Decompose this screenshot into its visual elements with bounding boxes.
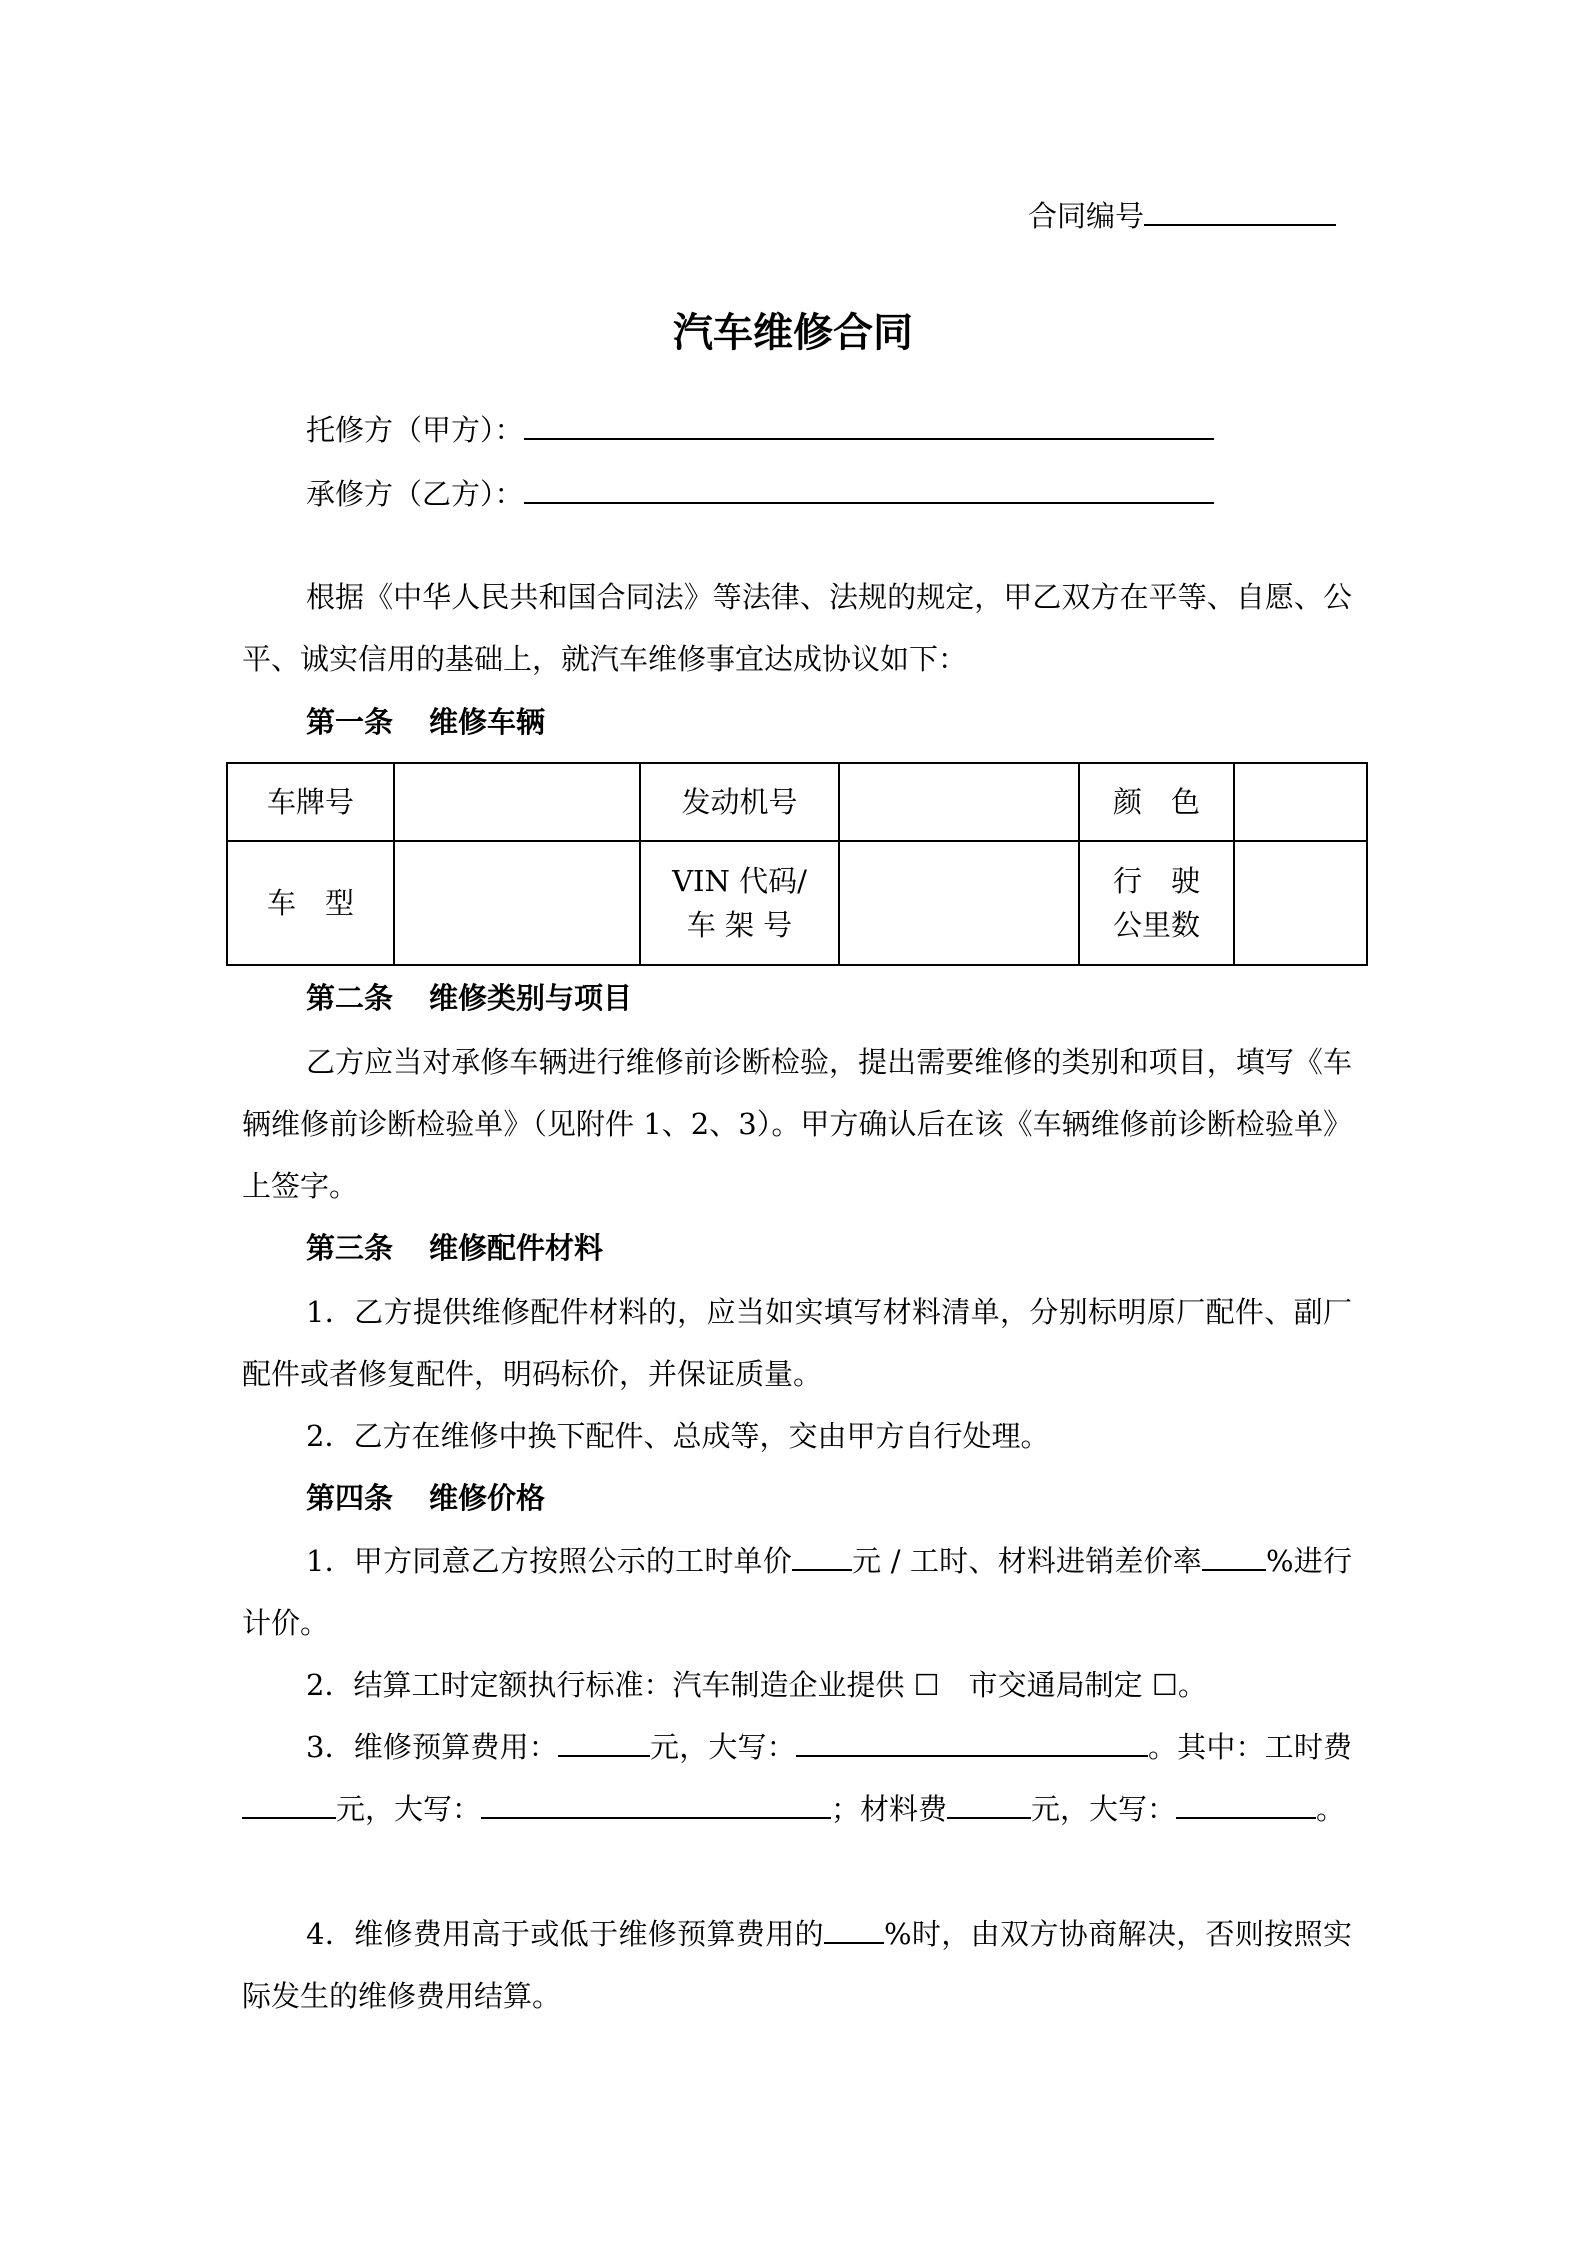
plate-label: 车牌号 [227,763,394,841]
vin-label-line2: 车 架 号 [686,908,793,942]
intro-text: 根据《中华人民共和国合同法》等法律、法规的规定，甲乙双方在平等、自愿、公平、诚实信用的基础上，就汽车维修事宜达成协议如下： [242,580,1352,676]
party-b-label: 承修方（乙方）： [306,477,524,511]
item4-text-a: 4．维修费用高于或低于维修预算费用的 [306,1917,824,1951]
model-value-cell[interactable] [394,841,640,965]
article3-item2: 2．乙方在维修中换下配件、总成等，交由甲方自行处理。 [306,1419,1050,1453]
party-a-blank[interactable] [524,408,1214,440]
item1-text-a: 1．甲方同意乙方按照公示的工时单价 [306,1544,792,1578]
article4-item2: 2．结算工时定额执行标准：汽车制造企业提供 ☐ 市交通局制定 ☐。 [306,1668,1207,1702]
contract-number-blank[interactable] [1144,194,1336,226]
budget-amount-blank[interactable] [558,1725,650,1757]
intro-paragraph [242,566,1352,690]
table-row [227,841,1367,965]
party-a-line [306,408,1214,450]
party-a-label: 托修方（甲方）： [306,413,524,447]
article3-item2-paragraph [242,1405,1352,1467]
labor-price-blank[interactable] [792,1539,852,1571]
article4-item3-paragraph [242,1716,1352,1840]
item3-text-f: ；材料费 [831,1792,948,1826]
item1-text-b: 元 / 工时、材料进销差价率 [851,1544,1203,1578]
contract-number-label: 合同编号 [1028,199,1145,233]
article4-item2-paragraph [242,1654,1352,1716]
article4-item4 [242,1903,1352,2027]
mileage-label-line2: 公里数 [1112,908,1200,942]
labor-fee-blank[interactable] [242,1787,336,1819]
article2-number: 第二条 [306,981,394,1015]
item4-text-b: %时，由双方协商解决，否则按照实际发生的维修费用结算。 [242,1917,1353,2013]
party-b-blank[interactable] [524,472,1214,504]
article2-heading [306,978,632,1018]
labor-fee-capital-blank[interactable] [481,1787,831,1819]
party-b-line [306,472,1214,514]
document-title: 汽车维修合同 [673,309,913,356]
deviation-rate-blank[interactable] [824,1912,884,1944]
item3-text-e: 元，大写： [336,1792,482,1826]
article1-heading [306,702,545,742]
item3-text-a: 3．维修预算费用： [306,1730,558,1764]
item1-text-c: % [1266,1544,1294,1578]
mileage-label-line1: 行 驶 [1112,864,1200,898]
vin-label-line1: VIN 代码/ [672,864,807,898]
article2-title: 维修类别与项目 [429,981,633,1015]
model-label: 车 型 [227,841,394,965]
item3-text-b: 元，大写： [649,1730,796,1764]
material-fee-capital-blank[interactable] [1176,1787,1316,1819]
item3-text-c: 。其中：工 [1147,1730,1294,1764]
item1-text-d: 进行计价。 [242,1544,1352,1640]
article3-heading [306,1228,603,1268]
budget-capital-blank[interactable] [796,1725,1148,1757]
article4-heading [306,1478,545,1518]
article4-item1-paragraph [242,1530,1352,1654]
plate-value-cell[interactable] [394,763,640,841]
item3-text-g: 元，大写： [1031,1792,1177,1826]
vin-label [640,841,839,965]
article4-item3 [242,1716,1352,1840]
article1-number: 第一条 [306,705,394,739]
article3-item1: 1．乙方提供维修配件材料的，应当如实填写材料清单，分别标明原厂配件、副厂配件或者修复配件，明码标价，并保证质量。 [242,1295,1352,1391]
article3-title: 维修配件材料 [429,1231,604,1265]
item3-text-d: 时费 [1293,1730,1352,1764]
table-row [227,763,1367,841]
mileage-value-cell[interactable] [1234,841,1367,965]
color-label: 颜 色 [1079,763,1234,841]
color-value-cell[interactable] [1234,763,1367,841]
mileage-label [1079,841,1234,965]
markup-rate-blank[interactable] [1202,1539,1266,1571]
engine-no-label: 发动机号 [640,763,839,841]
article1-title: 维修车辆 [429,705,546,739]
engine-no-value-cell[interactable] [839,763,1079,841]
vin-value-cell[interactable] [839,841,1079,965]
article3-number: 第三条 [306,1231,394,1265]
article4-item4-paragraph [242,1903,1352,2027]
article4-number: 第四条 [306,1481,394,1515]
article3-item1-paragraph [242,1281,1352,1405]
item3-text-h: 。 [1316,1792,1346,1826]
article2-paragraph [242,1031,1352,1217]
article4-title: 维修价格 [429,1481,546,1515]
vehicle-table [226,762,1368,966]
article4-item1 [242,1530,1352,1654]
article2-text: 乙方应当对承修车辆进行维修前诊断检验，提出需要维修的类别和项目，填写《车辆维修前诊断检验单》（见附件 1、2、3）。甲方确认后在该《车辆维修前诊断检验单》上签字。 [242,1045,1352,1203]
contract-number [1028,194,1336,236]
material-fee-blank[interactable] [947,1787,1031,1819]
